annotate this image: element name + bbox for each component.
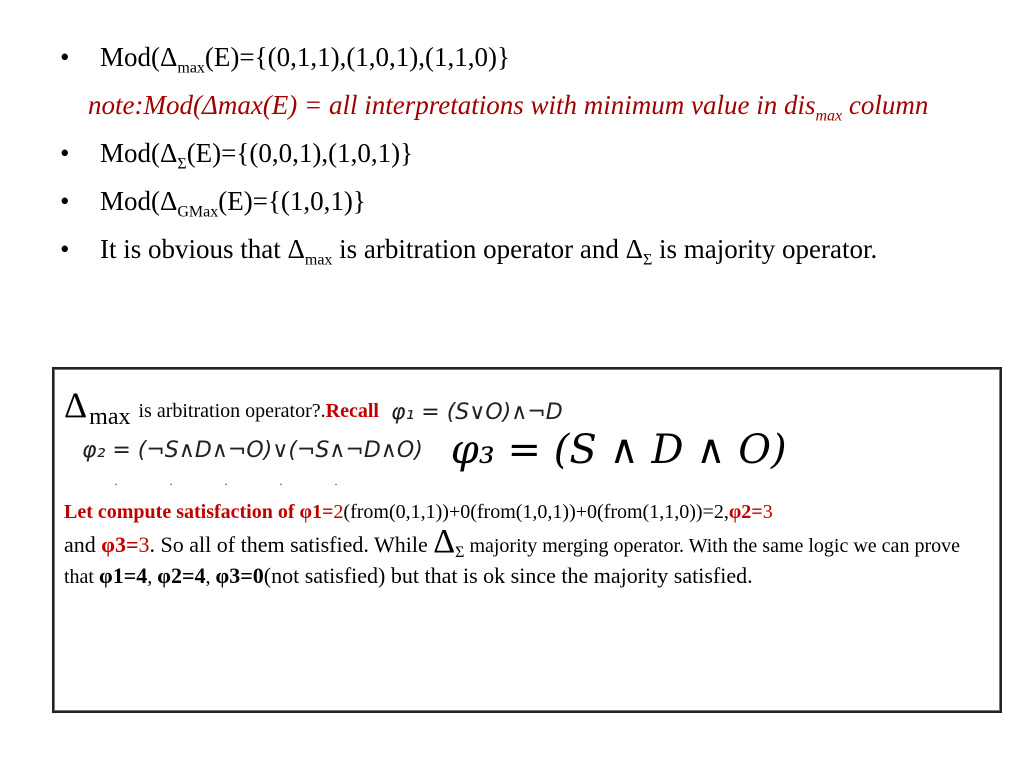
bullet-text: is arbitration operator and Δ <box>332 234 643 264</box>
slide-body <box>60 40 980 280</box>
delta-subscript: max <box>89 404 131 430</box>
box-content <box>64 383 990 430</box>
note-delta: Δ <box>201 90 218 120</box>
bullet-text: Mod(Δ <box>100 138 178 168</box>
bullet-dot: • <box>60 138 70 168</box>
bullet-text: It is obvious that Δ <box>100 234 305 264</box>
para-majority: majority merging operator. With the same logic we can prove that <box>64 535 960 588</box>
subscript: GMax <box>177 203 219 221</box>
result-phi1: φ1=4 <box>99 563 148 588</box>
satisfaction-paragraph <box>64 497 994 592</box>
phi3-label: φ3= <box>101 532 139 557</box>
para-from: (from(0,1,1))+0(from(1,0,1))+0(from(1,1,0))=2, <box>343 501 729 523</box>
phi1-value: 2 <box>333 501 344 523</box>
phi3-formula: φ₃ = (S ∧ D ∧ O) <box>450 427 787 473</box>
note-part: note:Mod( <box>88 90 202 120</box>
formula-dots: · · · · · <box>114 477 362 491</box>
bullet-mod-delta-gmax <box>60 184 980 221</box>
phi2-formula: φ₂ = (¬S∧D∧¬O)∨(¬S∧¬D∧O) <box>82 437 423 463</box>
bullet-obvious <box>60 232 980 269</box>
bullet-dot: • <box>60 42 70 72</box>
note-part: max(E) = all interpretations with minimum value in dis <box>217 90 816 120</box>
recall-line <box>64 383 990 430</box>
phi1-label: φ1= <box>299 501 334 523</box>
bullet-dot: • <box>60 234 70 264</box>
phi3-value: 3 <box>138 532 150 557</box>
phi1-formula: φ₁ = (S∨O)∧¬D <box>390 400 563 425</box>
explanation-box <box>52 367 1002 713</box>
bullet-text: (E)={(0,0,1),(1,0,1)} <box>186 138 414 168</box>
subscript: Σ <box>642 251 653 269</box>
para-and: and <box>64 532 102 557</box>
bullet-text: (E)={(1,0,1)} <box>218 186 366 216</box>
result-phi2: φ2=4 <box>157 563 206 588</box>
note-text <box>48 88 980 125</box>
comma: , <box>205 566 216 588</box>
delta-sigma-symbol: Δ <box>433 523 456 560</box>
recall-label: Recall <box>325 400 379 422</box>
sigma-subscript: Σ <box>455 544 465 561</box>
para-tail: (not satisfied) but that is ok since the majority satisfied. <box>263 563 753 588</box>
phi2-label: φ2= <box>728 501 763 523</box>
para-lead: Let compute satisfaction of <box>64 501 300 523</box>
para-satisfied: . So all of them satisfied. While <box>149 532 434 557</box>
note-subscript: max <box>815 107 843 125</box>
note-part: column <box>842 90 929 120</box>
phi2-value: 3 <box>762 501 773 523</box>
bullet-text: Mod(Δ <box>100 186 178 216</box>
question-text: is arbitration operator?. <box>138 400 326 422</box>
bullet-mod-delta-sigma <box>60 136 980 173</box>
comma: , <box>147 566 158 588</box>
bullet-text: Mod(Δ <box>100 42 178 72</box>
delta-symbol: Δ <box>64 385 88 425</box>
subscript: max <box>177 59 205 77</box>
bullet-text: is majority operator. <box>652 234 878 264</box>
subscript: max <box>304 251 333 269</box>
subscript: Σ <box>177 155 187 173</box>
bullet-mod-delta-max <box>60 40 980 77</box>
bullet-dot: • <box>60 186 70 216</box>
result-phi3: φ3=0 <box>215 563 264 588</box>
formula-row <box>82 425 787 475</box>
bullet-text: (E)={(0,1,1),(1,0,1),(1,1,0)} <box>204 42 510 72</box>
